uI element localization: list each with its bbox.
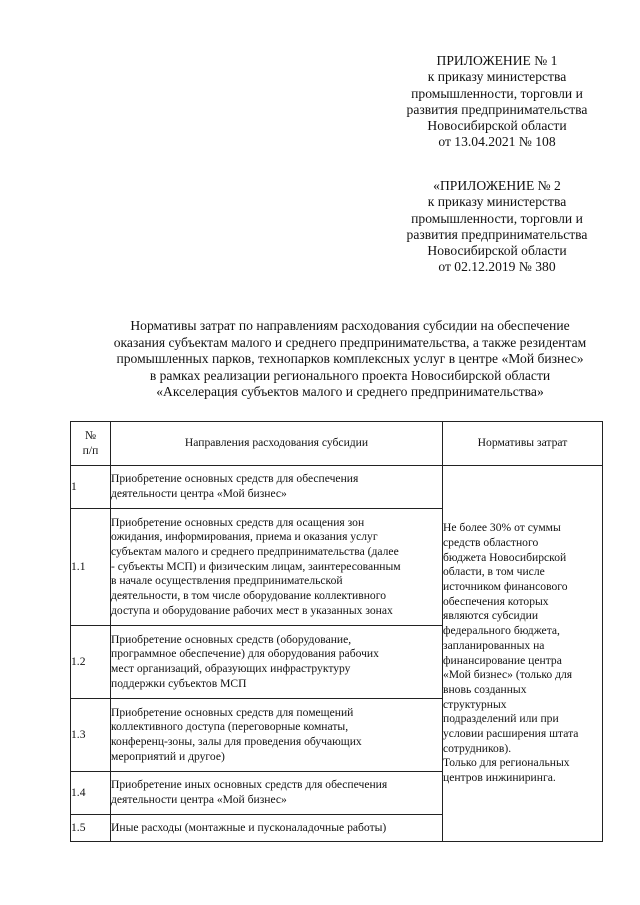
row-direction <box>111 815 443 842</box>
appendix-1-line: ПРИЛОЖЕНИЕ № 1 <box>436 53 558 68</box>
norm-line: структурных <box>443 697 507 711</box>
appendix-1-line: Новосибирской области <box>427 118 567 134</box>
row-direction-line: деятельности центра «Мой бизнес» <box>111 487 287 500</box>
title-line: «Акселерация субъектов малого и среднего предпринимательства» <box>156 384 544 399</box>
norm-line: бюджета Новосибирской <box>443 550 567 564</box>
norm-line: источником финансового <box>443 579 568 593</box>
norm-line: федерального бюджета, <box>443 624 560 638</box>
title-line: промышленных парков, технопарков комплексных услуг в центре «Мой бизнес» <box>116 351 584 366</box>
row-number: 1.5 <box>71 815 111 842</box>
row-direction <box>111 509 443 626</box>
document-title <box>60 318 640 401</box>
row-direction-line: - субъекты МСП) и физическим лицам, заинтересованным <box>111 559 401 573</box>
appendix-2-line: от 02.12.2019 № 380 <box>438 259 556 275</box>
row-direction-line: Приобретение основных средств (оборудование, <box>111 632 352 646</box>
appendix-1-header <box>372 53 622 151</box>
cost-norms-table <box>70 421 603 842</box>
norm-line: являются субсидии <box>443 609 539 623</box>
row-direction-line: Иные расходы (монтажные и пусконаладочные работы) <box>111 820 387 834</box>
appendix-1-line: промышленности, торговли и <box>411 85 583 101</box>
appendix-2-line: «ПРИЛОЖЕНИЕ № 2 <box>433 178 561 193</box>
cost-norm-cell <box>443 466 603 842</box>
norm-line: финансирование центра <box>443 653 562 667</box>
row-direction-line: в начале осуществления предпринимательской <box>111 574 343 588</box>
row-direction-line: Приобретение основных средств для помещений <box>111 705 354 719</box>
norm-line: области, в том числе <box>443 565 545 579</box>
title-line: оказания субъектам малого и среднего предпринимательства, а также резидентам <box>113 334 587 350</box>
row-number: 1.1 <box>71 509 111 626</box>
row-direction-line: деятельности центра «Мой бизнес» <box>111 793 287 806</box>
row-direction-line: деятельности, в том числе оборудование коллективного <box>111 589 386 603</box>
row-direction-line: ожидания, информирования, приема и оказания услуг <box>111 530 378 544</box>
norm-line: обеспечения которых <box>443 594 549 608</box>
appendix-2-header <box>372 178 622 276</box>
row-direction-line: Приобретение основных средств для осащения зон <box>111 515 365 529</box>
row-direction <box>111 699 443 772</box>
row-direction-line: мест организаций, образующих инфраструктуру <box>111 662 351 675</box>
row-number: 1.3 <box>71 699 111 772</box>
row-direction-line: Приобретение основных средств для обеспечения <box>111 472 359 486</box>
norm-line: сотрудников). <box>443 741 512 755</box>
table-row <box>71 466 603 509</box>
norm-line: Только для региональных <box>443 756 570 770</box>
norm-line: условии расширения штата <box>443 727 579 741</box>
norm-line: средств областного <box>443 535 539 549</box>
row-number: 1.2 <box>71 626 111 699</box>
row-direction-line: мероприятий и другое) <box>111 749 225 763</box>
appendix-2-line: к приказу министерства <box>427 194 567 210</box>
norm-line: «Мой бизнес» (только для <box>443 668 573 682</box>
title-line: в рамках реализации регионального проекта Новосибирской области <box>149 367 551 383</box>
header-number-abbr: п/п <box>82 443 99 457</box>
row-direction-line: поддержки субъектов МСП <box>111 676 247 690</box>
row-direction-line: субъектам малого и среднего предпринимательства (далее <box>111 544 399 558</box>
appendix-1-line: к приказу министерства <box>427 69 567 85</box>
header-number <box>71 422 111 466</box>
norm-line: подразделений или при <box>443 712 559 726</box>
header-number-symbol: № <box>84 428 97 442</box>
appendix-2-line: развития предпринимательства <box>406 226 588 242</box>
row-direction <box>111 626 443 699</box>
row-direction-line: доступа и оборудование рабочих мест в указанных зонах <box>111 603 393 617</box>
row-direction <box>111 772 443 815</box>
row-number: 1 <box>71 466 111 509</box>
row-direction-line: программное обеспечение) для оборудования рабочих <box>111 647 379 661</box>
row-direction-line: конференц-зоны, залы для проведения обучающих <box>111 735 362 748</box>
header-norms: Нормативы затрат <box>443 422 603 466</box>
row-number: 1.4 <box>71 772 111 815</box>
norm-line: Не более 30% от суммы <box>443 521 561 535</box>
appendix-1-line: от 13.04.2021 № 108 <box>438 134 556 150</box>
row-direction <box>111 466 443 509</box>
appendix-2-line: Новосибирской области <box>427 243 567 259</box>
row-direction-line: Приобретение иных основных средств для обеспечения <box>111 778 388 792</box>
row-direction-line: коллективного доступа (переговорные комнаты, <box>111 720 349 734</box>
table-header-row <box>71 422 603 466</box>
appendix-2-line: промышленности, торговли и <box>411 210 583 226</box>
header-direction: Направления расходования субсидии <box>111 422 443 466</box>
norm-line: запланированных на <box>443 638 545 652</box>
appendix-1-line: развития предпринимательства <box>406 101 588 117</box>
norm-line: вновь созданных <box>443 682 527 696</box>
title-line: Нормативы затрат по направлениям расходования субсидии на обеспечение <box>130 318 570 333</box>
norm-line: центров инжиниринга. <box>443 771 556 785</box>
